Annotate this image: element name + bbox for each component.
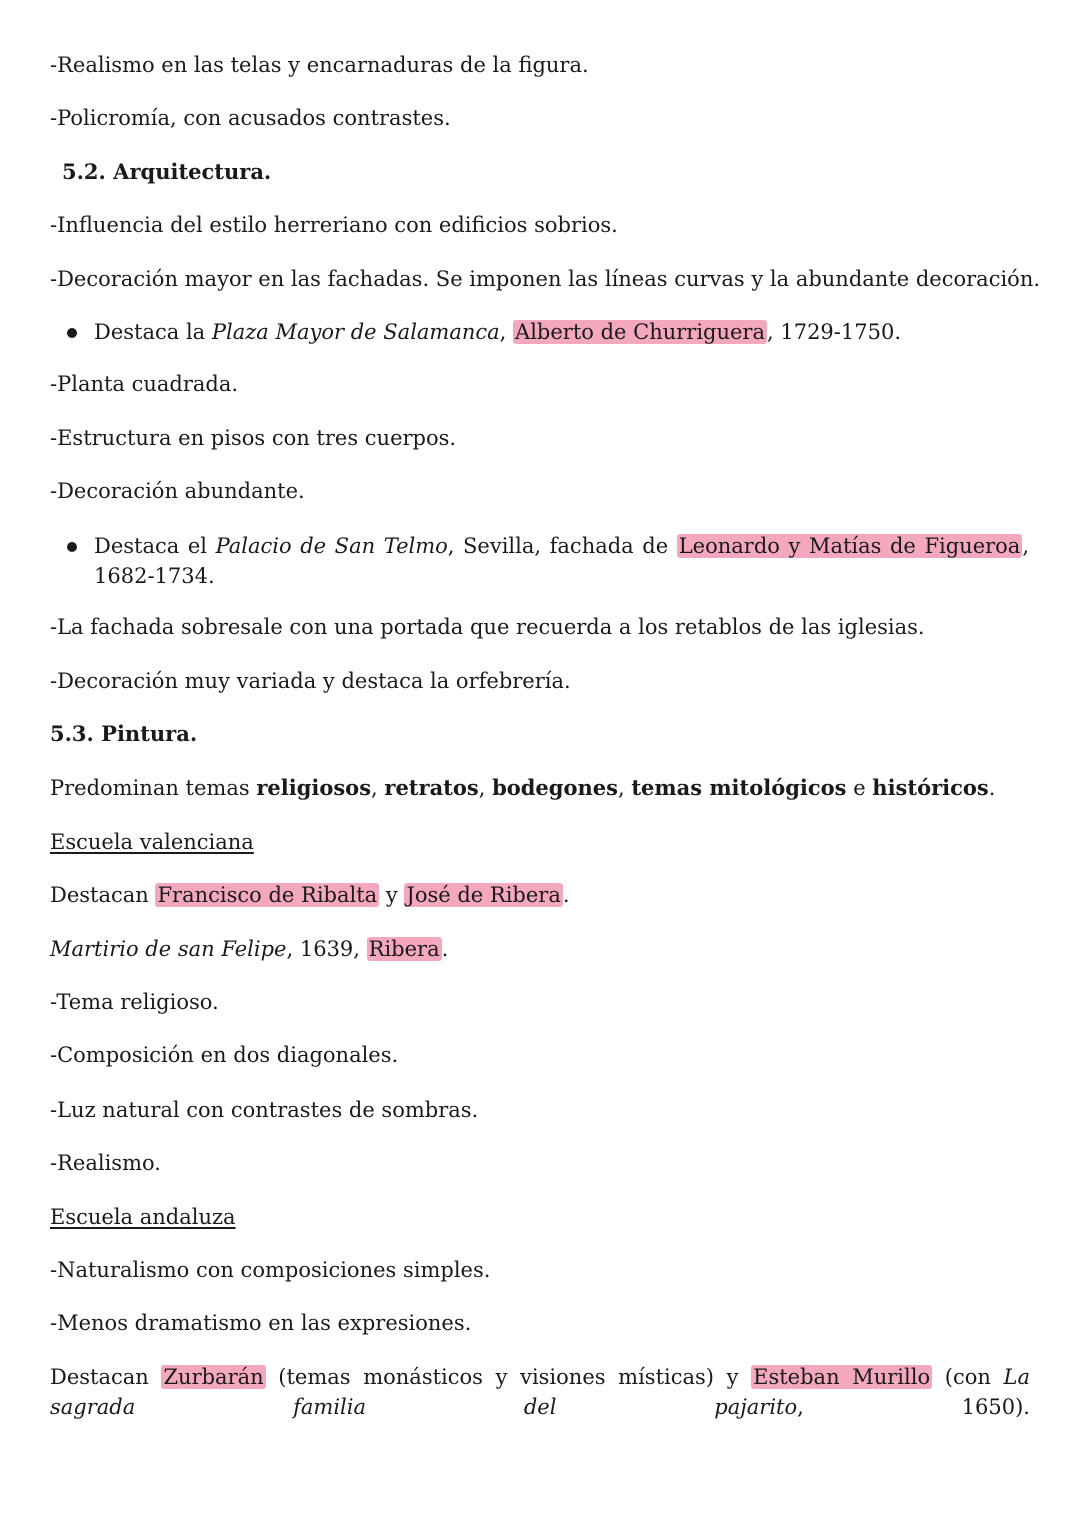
- highlighted-author: Zurbarán: [163, 1365, 264, 1389]
- text-span: , 1639,: [286, 937, 367, 961]
- text-line: -Realismo.: [50, 1151, 161, 1175]
- text-span: Destaca el: [94, 534, 216, 558]
- highlighted-author: Leonardo y Matías de Figueroa: [678, 534, 1021, 558]
- text-span: .: [988, 776, 996, 800]
- text-span: Destacan: [50, 883, 156, 907]
- section-heading-pintura: 5.3. Pintura.: [50, 721, 198, 746]
- bold-term: bodegones: [492, 775, 618, 800]
- text-line: -Luz natural con contrastes de sombras.: [50, 1098, 479, 1122]
- text-span: , 1650).: [797, 1395, 1030, 1419]
- subheading-escuela-andaluza: Escuela andaluza: [50, 1205, 236, 1229]
- work-title: Plaza Mayor de Salamanca: [211, 320, 500, 344]
- text-span: .: [441, 937, 449, 961]
- text-span: y: [379, 883, 405, 907]
- valencianos-line: [50, 880, 570, 910]
- andaluces-paragraph: [50, 1362, 1030, 1422]
- text-span: ,: [371, 776, 385, 800]
- text-line: -Realismo en las telas y encarnaduras de la figura.: [50, 53, 589, 77]
- bold-term: religiosos: [256, 775, 372, 800]
- text-span: (con: [932, 1365, 1004, 1389]
- text-line: -Composición en dos diagonales.: [50, 1043, 399, 1067]
- text-span: Destaca la: [94, 320, 212, 344]
- text-line: -Decoración muy variada y destaca la orfebrería.: [50, 669, 571, 693]
- text-line: -Menos dramatismo en las expresiones.: [50, 1311, 472, 1335]
- text-line: -Decoración mayor en las fachadas. Se imponen las líneas curvas y la abundante decoración.: [50, 267, 1041, 291]
- highlighted-author: Alberto de Churriguera: [515, 320, 765, 344]
- text-line: -Naturalismo con composiciones simples.: [50, 1258, 491, 1282]
- work-title: Martirio de san Felipe: [50, 937, 287, 961]
- text-span: , 1729-1750.: [767, 320, 902, 344]
- section-heading-arquitectura: 5.2. Arquitectura.: [62, 159, 272, 184]
- work-title: La sagrada familia del pajarito: [50, 1365, 1030, 1419]
- work-title: Palacio de San Telmo: [215, 534, 448, 558]
- text-line: -Influencia del estilo herreriano con edificios sobrios.: [50, 213, 618, 237]
- highlighted-author: José de Ribera: [406, 883, 561, 907]
- text-line: -Estructura en pisos con tres cuerpos.: [50, 426, 457, 450]
- bold-term: temas mitológicos: [631, 775, 847, 800]
- highlighted-author: Ribera: [368, 937, 440, 961]
- bullet-dot: [67, 542, 77, 552]
- highlighted-author: Francisco de Ribalta: [157, 883, 378, 907]
- bold-term: retratos: [384, 775, 479, 800]
- text-line: -Policromía, con acusados contrastes.: [50, 106, 451, 130]
- text-line: -Decoración abundante.: [50, 479, 305, 503]
- text-span: Destacan: [50, 1365, 162, 1389]
- subheading-escuela-valenciana: Escuela valenciana: [50, 830, 254, 854]
- bullet-plaza-mayor: [94, 317, 901, 347]
- text-span: , Sevilla, fachada de: [447, 534, 677, 558]
- martirio-line: [50, 934, 448, 964]
- text-span: (temas monásticos y visiones místicas) y: [265, 1365, 752, 1389]
- text-line: -Planta cuadrada.: [50, 372, 239, 396]
- bullet-palacio-san-telmo: [94, 531, 1029, 591]
- text-span: Predominan temas: [50, 776, 257, 800]
- text-span: ,: [617, 776, 632, 800]
- bullet-dot: [67, 328, 77, 338]
- text-span: e: [846, 776, 873, 800]
- text-line: -La fachada sobresale con una portada que recuerda a los retablos de las iglesias.: [50, 615, 925, 639]
- bold-term: históricos: [872, 775, 989, 800]
- highlighted-author: Esteban Murillo: [753, 1365, 931, 1389]
- text-line: -Tema religioso.: [50, 990, 219, 1014]
- temas-line: [50, 773, 995, 803]
- text-span: ,: [478, 776, 493, 800]
- text-span: .: [562, 883, 570, 907]
- text-span: , 1682-1734.: [94, 534, 1030, 588]
- text-span: ,: [499, 320, 514, 344]
